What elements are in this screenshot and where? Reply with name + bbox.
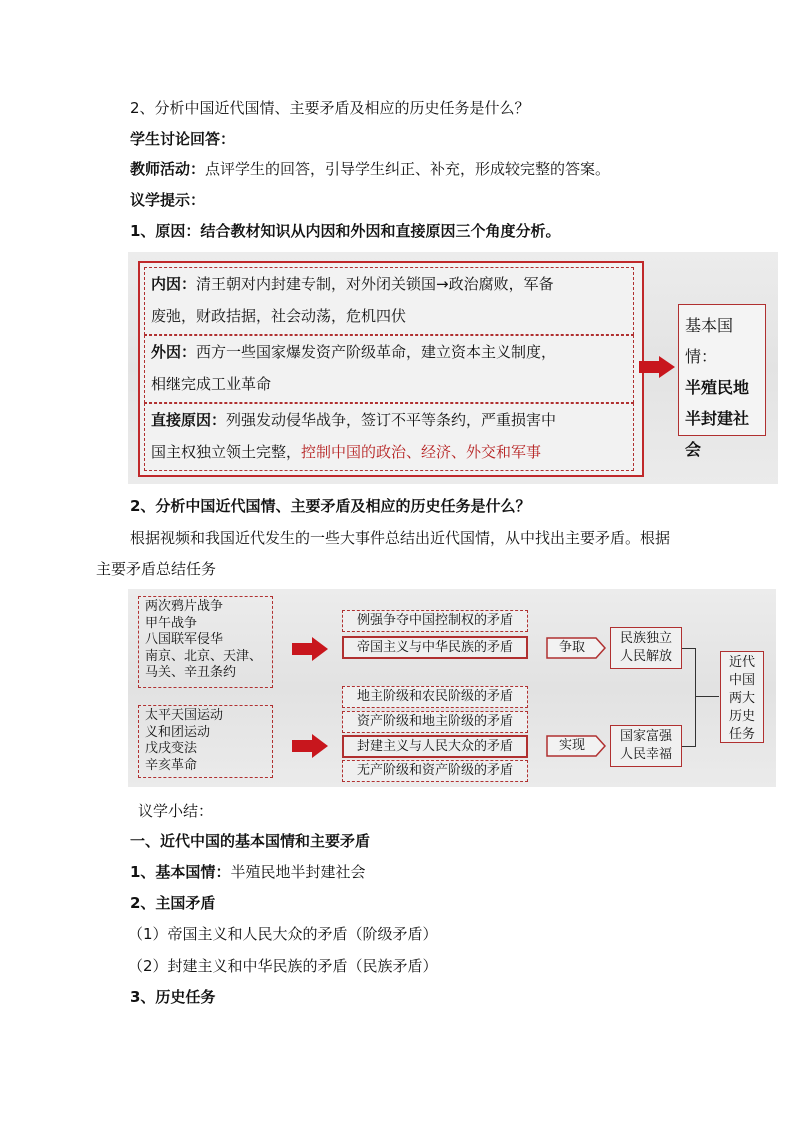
connector-line — [682, 648, 696, 649]
basic-condition-line-label: 1、基本国情： — [130, 863, 231, 881]
intro-line-2: 主要矛盾总结任务 — [96, 560, 217, 578]
student-discussion-label: 学生讨论回答： — [130, 130, 236, 148]
event-item: 两次鸦片战争 — [145, 599, 224, 614]
external-cause-text-2: 相继完成工业革命 — [151, 375, 272, 393]
right-arrow-icon — [292, 734, 328, 758]
contradiction-1: （1）帝国主义和人民大众的矛盾（阶级矛盾） — [128, 925, 438, 943]
event-item: 戊戌变法 — [145, 741, 198, 756]
internal-cause-label: 内因： — [151, 275, 197, 293]
basic-condition-label: 基本国情： — [685, 316, 734, 366]
contradiction-item: 无产阶级和资产阶级的矛盾 — [342, 760, 528, 782]
event-item: 太平天国运动 — [145, 708, 224, 723]
connector-line — [695, 696, 719, 697]
event-item: 南京、北京、天津、 — [145, 648, 263, 664]
summary-label: 议学小结： — [138, 802, 214, 820]
event-item: 甲午战争 — [145, 615, 198, 631]
contradiction-item-main: 帝国主义与中华民族的矛盾 — [342, 636, 528, 659]
contradiction-item: 地主阶级和农民阶级的矛盾 — [342, 686, 528, 708]
direct-cause-text-2: 国主权独立领土完整， — [151, 443, 302, 461]
summary-box: 近代中国两大历史任务 — [720, 651, 764, 743]
event-item: 八国联军侵华 — [145, 632, 224, 647]
external-cause-box — [144, 335, 634, 403]
basic-condition-value: 半殖民地半封建社会 — [685, 378, 750, 459]
basic-condition-box — [678, 304, 766, 459]
connector-line — [695, 648, 696, 747]
events-top-box — [138, 596, 273, 688]
main-contradiction-heading: 2、主国矛盾 — [130, 894, 216, 912]
direct-cause-label: 直接原因： — [151, 411, 227, 429]
direct-cause-text-1: 列强发动侵华战争，签订不平等条约，严重损害中 — [226, 411, 557, 429]
contradiction-2: （2）封建主义和中华民族的矛盾（民族矛盾） — [128, 957, 438, 975]
intro-line-1: 根据视频和我国近代发生的一些大事件总结出近代国情，从中找出主要矛盾。根据 — [130, 529, 671, 547]
external-cause-label: 外因： — [151, 343, 197, 361]
contradiction-item-main: 封建主义与人民大众的矛盾 — [342, 735, 528, 758]
cause-frame — [138, 261, 644, 477]
verb-achieve: 实现 — [558, 738, 585, 753]
contradiction-item: 资产阶级和地主阶级的矛盾 — [342, 711, 528, 733]
teacher-activity — [130, 159, 610, 179]
hint-label: 议学提示： — [130, 191, 206, 209]
historical-task-heading: 3、历史任务 — [130, 988, 216, 1006]
internal-cause-text-2: 废弛，财政拮据，社会动荡，危机四伏 — [151, 307, 407, 325]
event-item: 辛亥革命 — [145, 757, 198, 773]
summary-heading: 一、近代中国的基本国情和主要矛盾 — [130, 832, 371, 850]
teacher-activity-label: 教师活动： — [130, 160, 206, 178]
event-item: 马关、辛丑条约 — [145, 665, 237, 680]
goal-bottom-box: 国家富强人民幸福 — [610, 725, 682, 767]
internal-cause-box — [144, 267, 634, 335]
external-cause-text-1: 西方一些国家爆发资产阶级革命，建立资本主义制度， — [196, 343, 557, 361]
question-heading-2: 2、分析中国近代国情、主要矛盾及相应的历史任务是什么？ — [130, 497, 531, 515]
contradiction-diagram — [128, 589, 776, 787]
events-bottom-box — [138, 705, 273, 778]
direct-cause-box — [144, 403, 634, 471]
goal-top-box: 民族独立人民解放 — [610, 627, 682, 669]
question-heading: 2、分析中国近代国情、主要矛盾及相应的历史任务是什么？ — [130, 99, 530, 117]
basic-condition-line-text: 半殖民地半封建社会 — [230, 863, 366, 881]
basic-condition-line — [130, 862, 365, 882]
verb-strive: 争取 — [558, 640, 585, 655]
right-arrow-icon — [639, 356, 675, 378]
reason-line: 1、原因：结合教材知识从内因和外因和直接原因三个角度分析。 — [130, 222, 561, 240]
teacher-activity-text: 点评学生的回答，引导学生纠正、补充，形成较完整的答案。 — [205, 160, 611, 178]
cause-diagram — [128, 252, 778, 484]
right-arrow-icon — [292, 637, 328, 661]
internal-cause-text-1: 清王朝对内封建专制，对外闭关锁国→政治腐败，军备 — [196, 275, 554, 293]
connector-line — [682, 746, 696, 747]
event-item: 义和团运动 — [145, 724, 211, 740]
contradiction-item: 例强争夺中国控制权的矛盾 — [342, 610, 528, 632]
direct-cause-highlight: 控制中国的政治、经济、外交和军事 — [301, 443, 542, 461]
